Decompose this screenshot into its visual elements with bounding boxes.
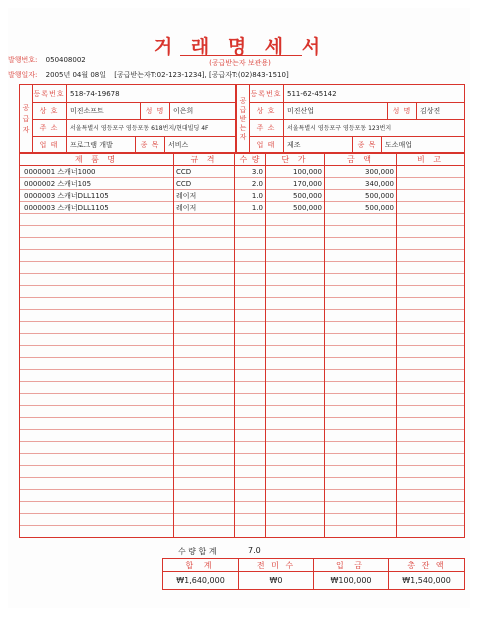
qty-total-value: 7.0 [248, 546, 261, 555]
deposit-label: 입 금 [314, 559, 388, 572]
recipient-business-type: 제조 [284, 136, 353, 153]
ceo-label: 성 명 [141, 102, 170, 119]
title-underline [180, 55, 302, 56]
ruled-line [20, 501, 464, 502]
supplier-row-reg [32, 85, 235, 103]
row-amount: 500,000 [365, 192, 394, 200]
issue-number-value: 050408002 [45, 56, 86, 64]
supplier-block [19, 84, 236, 154]
side-char: 자 [239, 132, 247, 141]
address-label: 주 소 [249, 119, 284, 136]
row-product: 0000003 스캐너DLL1105 [24, 192, 109, 200]
ruled-line [20, 465, 464, 466]
recipient-row-business [249, 136, 464, 153]
row-unit-price: 100,000 [293, 168, 322, 176]
header-amount: 금 액 [347, 154, 374, 164]
ruled-line [20, 489, 464, 490]
deposit-value: ₩100,000 [330, 576, 372, 585]
row-unit-price: 500,000 [293, 192, 322, 200]
table-row [20, 190, 464, 202]
side-char: 급 [22, 114, 30, 123]
issue-number [8, 55, 86, 65]
business-type-label: 업 태 [249, 136, 284, 153]
ruled-line [20, 273, 464, 274]
company-label: 상 호 [249, 102, 284, 119]
total-cell [163, 559, 239, 589]
ruled-line [20, 333, 464, 334]
side-char: 공 [22, 103, 30, 112]
table-row [20, 166, 464, 178]
recipient-row-address [249, 119, 464, 137]
row-amount: 340,000 [365, 180, 394, 188]
balance-value: ₩1,540,000 [402, 576, 451, 585]
row-unit-price: 500,000 [293, 204, 322, 212]
supplier-row-business [32, 136, 235, 153]
supplier-ceo: 이은희 [173, 106, 194, 115]
recipient-row-reg [249, 85, 464, 103]
ruled-line [20, 345, 464, 346]
row-qty: 1.0 [251, 204, 263, 212]
ruled-line [20, 237, 464, 238]
totals-table [162, 558, 465, 590]
ruled-line [20, 417, 464, 418]
header-qty: 수 량 [239, 154, 261, 164]
supplier-reg-no: 518-74-19678 [70, 89, 120, 98]
document-subtitle: (공급받는자 보관용) [209, 59, 271, 67]
ruled-line [20, 381, 464, 382]
ruled-line [20, 225, 464, 226]
supplier-business-type: 프로그램 개발 [67, 136, 136, 153]
business-item-label: 종 목 [353, 136, 382, 153]
row-spec: CCD [176, 168, 192, 176]
deposit-cell [314, 559, 389, 589]
row-product: 0000002 스캐너105 [24, 180, 92, 188]
recipient-ceo: 김상진 [420, 106, 441, 115]
items-table [19, 152, 465, 538]
recipient-company: 미진산업 [284, 102, 388, 119]
business-type-label: 업 태 [32, 136, 67, 153]
ruled-line [20, 477, 464, 478]
ruled-line [20, 393, 464, 394]
phone-info: [공급받는자T:02-123-1234], [공급자T:(02)843-1510] [114, 71, 289, 79]
unpaid-value: ₩0 [269, 576, 283, 585]
side-char: 공 [239, 96, 247, 105]
row-product: 0000001 스캐너1000 [24, 168, 96, 176]
ruled-line [20, 513, 464, 514]
table-row [20, 202, 464, 214]
side-char: 급 [239, 105, 247, 114]
ruled-line [20, 249, 464, 250]
header-note: 비 고 [417, 154, 444, 164]
side-char: 는 [239, 123, 247, 132]
balance-cell [389, 559, 464, 589]
row-qty: 2.0 [251, 180, 263, 188]
balance-label: 총 잔 액 [389, 559, 464, 572]
supplier-row-address [32, 119, 235, 137]
total-value: ₩1,640,000 [176, 576, 225, 585]
issue-date-label: 발행일자: [8, 71, 38, 79]
row-spec: 레이저 [176, 192, 197, 200]
table-header-row [20, 153, 464, 166]
ruled-line [20, 285, 464, 286]
ruled-line [20, 405, 464, 406]
recipient-reg-no: 511-62-45142 [287, 89, 337, 98]
qty-total-label: 수 량 합 계 [178, 547, 217, 556]
total-label: 합 계 [163, 559, 238, 572]
row-qty: 3.0 [251, 168, 263, 176]
row-amount: 500,000 [365, 204, 394, 212]
company-label: 상 호 [32, 102, 67, 119]
recipient-block [236, 84, 465, 154]
row-product: 0000003 스캐너DLL1105 [24, 204, 109, 212]
address-label: 주 소 [32, 119, 67, 136]
side-char: 자 [22, 125, 30, 134]
recipient-business-item: 도소매업 [385, 140, 413, 149]
header-unit-price: 단 가 [281, 154, 309, 164]
supplier-company: 미진소프트 [67, 102, 141, 119]
row-unit-price: 170,000 [293, 180, 322, 188]
side-char: 받 [239, 114, 247, 123]
ruled-line [20, 453, 464, 454]
recipient-row-company [249, 102, 464, 120]
table-row [20, 178, 464, 190]
issue-date-value: 2005년 04월 08일 [45, 71, 107, 79]
supplier-business-item: 서비스 [168, 140, 189, 149]
ruled-line [20, 309, 464, 310]
ceo-label: 성 명 [388, 102, 417, 119]
row-qty: 1.0 [251, 192, 263, 200]
ruled-line [20, 261, 464, 262]
reg-no-label: 등록번호 [32, 85, 67, 102]
row-amount: 300,000 [365, 168, 394, 176]
header-spec: 규 격 [190, 154, 218, 164]
issue-date [8, 70, 289, 80]
ruled-line [20, 525, 464, 526]
issue-number-label: 발행번호: [8, 56, 38, 64]
ruled-line [20, 369, 464, 370]
supplier-row-company [32, 102, 235, 120]
ruled-line [20, 357, 464, 358]
row-spec: CCD [176, 180, 192, 188]
row-spec: 레이저 [176, 204, 197, 212]
reg-no-label: 등록번호 [249, 85, 284, 102]
supplier-address: 서울특별시 영등포구 영등포동 618번지/현대빌딩 4F [70, 125, 209, 132]
ruled-line [20, 297, 464, 298]
header-product: 제 품 명 [74, 154, 119, 164]
unpaid-label: 전 미 수 [239, 559, 313, 572]
business-item-label: 종 목 [136, 136, 165, 153]
ruled-line [20, 441, 464, 442]
ruled-line [20, 429, 464, 430]
document-title: 거 래 명 세 서 [153, 36, 327, 58]
ruled-line [20, 321, 464, 322]
recipient-address: 서울특별시 영등포구 영등포동 123번지 [287, 125, 392, 132]
unpaid-cell [239, 559, 314, 589]
